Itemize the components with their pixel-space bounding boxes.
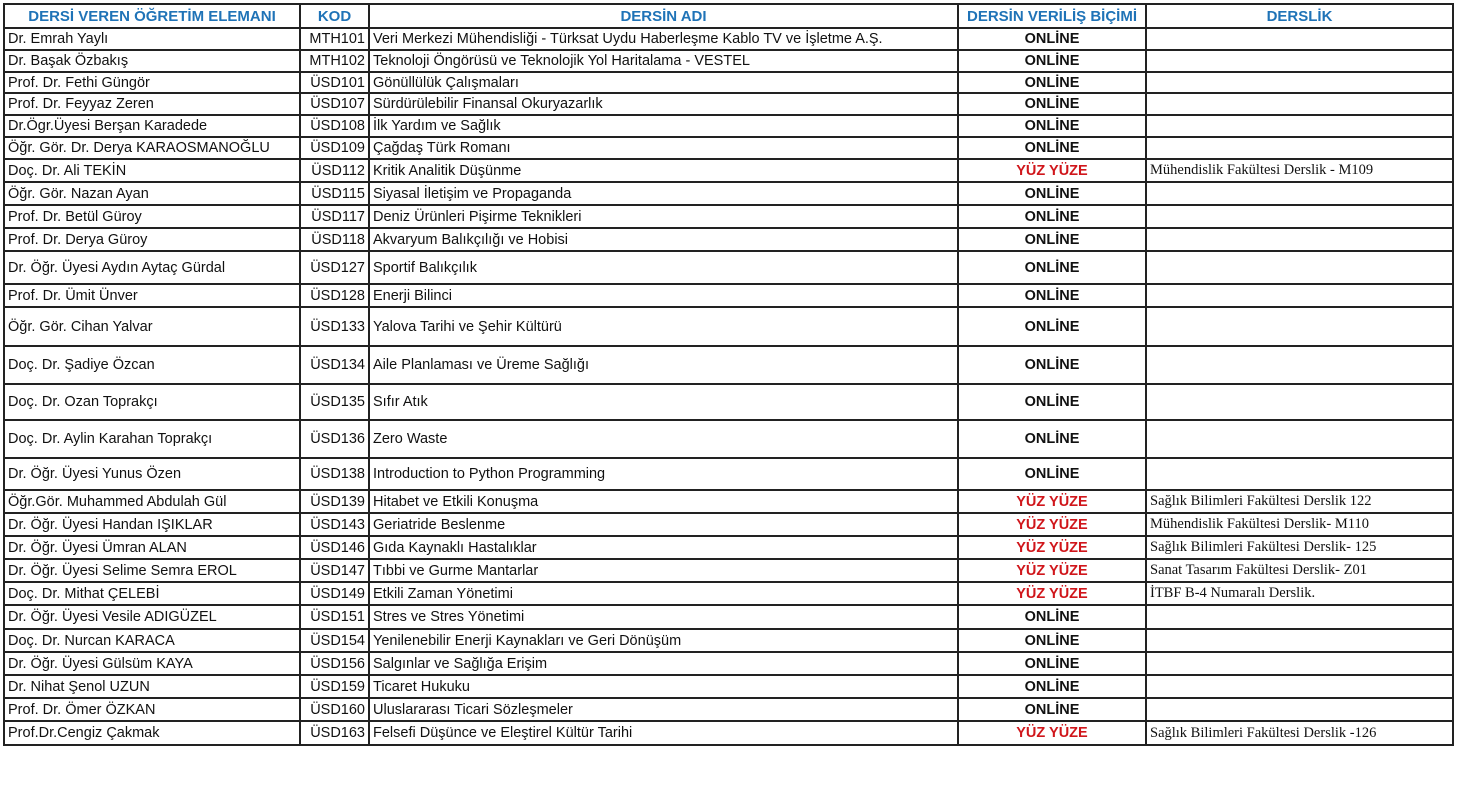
code-cell: ÜSD101 xyxy=(300,72,369,93)
delivery-mode-cell: ONLİNE xyxy=(958,420,1146,458)
course-name-cell: Ticaret Hukuku xyxy=(369,675,958,698)
course-name-cell: Gıda Kaynaklı Hastalıklar xyxy=(369,536,958,559)
classroom-cell xyxy=(1146,251,1453,284)
code-cell: ÜSD143 xyxy=(300,513,369,536)
instructor-cell: Prof. Dr. Feyyaz Zeren xyxy=(4,93,300,115)
classroom-cell: Sanat Tasarım Fakültesi Derslik- Z01 xyxy=(1146,559,1453,582)
instructor-cell: Dr. Öğr. Üyesi Gülsüm KAYA xyxy=(4,652,300,675)
classroom-cell: Sağlık Bilimleri Fakültesi Derslik 122 xyxy=(1146,490,1453,513)
delivery-mode-cell: YÜZ YÜZE xyxy=(958,582,1146,605)
table-row xyxy=(4,536,1453,559)
delivery-mode-cell: ONLİNE xyxy=(958,137,1146,159)
instructor-cell: Prof. Dr. Fethi Güngör xyxy=(4,72,300,93)
delivery-mode-cell: ONLİNE xyxy=(958,93,1146,115)
table-row xyxy=(4,559,1453,582)
classroom-cell xyxy=(1146,28,1453,50)
course-name-cell: Etkili Zaman Yönetimi xyxy=(369,582,958,605)
instructor-cell: Dr. Öğr. Üyesi Selime Semra EROL xyxy=(4,559,300,582)
classroom-cell: Sağlık Bilimleri Fakültesi Derslik -126 xyxy=(1146,721,1453,745)
code-cell: ÜSD159 xyxy=(300,675,369,698)
table-row xyxy=(4,284,1453,307)
course-name-cell: Yenilenebilir Enerji Kaynakları ve Geri Dönüşüm xyxy=(369,629,958,652)
code-cell: ÜSD147 xyxy=(300,559,369,582)
instructor-cell: Prof. Dr. Ümit Ünver xyxy=(4,284,300,307)
table-row xyxy=(4,384,1453,420)
delivery-mode-cell: ONLİNE xyxy=(958,72,1146,93)
classroom-cell xyxy=(1146,284,1453,307)
instructor-cell: Dr. Başak Özbakış xyxy=(4,50,300,72)
code-cell: ÜSD136 xyxy=(300,420,369,458)
classroom-cell: Mühendislik Fakültesi Derslik- M110 xyxy=(1146,513,1453,536)
course-name-cell: Geriatride Beslenme xyxy=(369,513,958,536)
table-row xyxy=(4,28,1453,50)
code-cell: ÜSD154 xyxy=(300,629,369,652)
table-row xyxy=(4,513,1453,536)
table-row xyxy=(4,629,1453,652)
instructor-cell: Öğr. Gör. Nazan Ayan xyxy=(4,182,300,205)
classroom-cell xyxy=(1146,698,1453,721)
course-name-cell: Kritik Analitik Düşünme xyxy=(369,159,958,182)
delivery-mode-cell: YÜZ YÜZE xyxy=(958,721,1146,745)
course-name-cell: Gönüllülük Çalışmaları xyxy=(369,72,958,93)
header-row xyxy=(4,4,1453,28)
classroom-cell xyxy=(1146,384,1453,420)
classroom-cell xyxy=(1146,205,1453,228)
code-cell: ÜSD156 xyxy=(300,652,369,675)
instructor-cell: Doç. Dr. Ali TEKİN xyxy=(4,159,300,182)
table-row xyxy=(4,721,1453,745)
code-cell: ÜSD134 xyxy=(300,346,369,384)
classroom-cell xyxy=(1146,458,1453,490)
delivery-mode-cell: ONLİNE xyxy=(958,251,1146,284)
table-row xyxy=(4,458,1453,490)
code-cell: ÜSD163 xyxy=(300,721,369,745)
course-name-cell: Deniz Ürünleri Pişirme Teknikleri xyxy=(369,205,958,228)
delivery-mode-cell: ONLİNE xyxy=(958,50,1146,72)
table-row xyxy=(4,228,1453,251)
course-name-cell: Zero Waste xyxy=(369,420,958,458)
table-row xyxy=(4,490,1453,513)
code-cell: ÜSD107 xyxy=(300,93,369,115)
classroom-cell xyxy=(1146,182,1453,205)
code-cell: MTH101 xyxy=(300,28,369,50)
header-delivery-mode: DERSİN VERİLİŞ BİÇİMİ xyxy=(958,4,1146,28)
delivery-mode-cell: ONLİNE xyxy=(958,698,1146,721)
code-cell: ÜSD149 xyxy=(300,582,369,605)
code-cell: ÜSD138 xyxy=(300,458,369,490)
table-row xyxy=(4,652,1453,675)
table-row xyxy=(4,159,1453,182)
course-name-cell: Stres ve Stres Yönetimi xyxy=(369,605,958,629)
instructor-cell: Dr. Öğr. Üyesi Ümran ALAN xyxy=(4,536,300,559)
code-cell: ÜSD109 xyxy=(300,137,369,159)
instructor-cell: Doç. Dr. Nurcan KARACA xyxy=(4,629,300,652)
course-name-cell: Siyasal İletişim ve Propaganda xyxy=(369,182,958,205)
code-cell: ÜSD127 xyxy=(300,251,369,284)
delivery-mode-cell: ONLİNE xyxy=(958,605,1146,629)
table-row xyxy=(4,115,1453,137)
classroom-cell xyxy=(1146,137,1453,159)
delivery-mode-cell: ONLİNE xyxy=(958,205,1146,228)
course-name-cell: Aile Planlaması ve Üreme Sağlığı xyxy=(369,346,958,384)
instructor-cell: Dr. Öğr. Üyesi Handan IŞIKLAR xyxy=(4,513,300,536)
classroom-cell xyxy=(1146,675,1453,698)
course-name-cell: Veri Merkezi Mühendisliği - Türksat Uydu Haberleşme Kablo TV ve İşletme A.Ş. xyxy=(369,28,958,50)
delivery-mode-cell: ONLİNE xyxy=(958,182,1146,205)
table-row xyxy=(4,420,1453,458)
classroom-cell xyxy=(1146,115,1453,137)
table-row xyxy=(4,137,1453,159)
delivery-mode-cell: YÜZ YÜZE xyxy=(958,559,1146,582)
instructor-cell: Dr. Emrah Yaylı xyxy=(4,28,300,50)
instructor-cell: Prof. Dr. Betül Güroy xyxy=(4,205,300,228)
delivery-mode-cell: ONLİNE xyxy=(958,307,1146,346)
instructor-cell: Dr. Öğr. Üyesi Yunus Özen xyxy=(4,458,300,490)
delivery-mode-cell: YÜZ YÜZE xyxy=(958,536,1146,559)
header-instructor: DERSİ VEREN ÖĞRETİM ELEMANI xyxy=(4,4,300,28)
code-cell: ÜSD133 xyxy=(300,307,369,346)
course-name-cell: Sürdürülebilir Finansal Okuryazarlık xyxy=(369,93,958,115)
table-row xyxy=(4,605,1453,629)
course-name-cell: Felsefi Düşünce ve Eleştirel Kültür Tarihi xyxy=(369,721,958,745)
delivery-mode-cell: ONLİNE xyxy=(958,228,1146,251)
course-name-cell: Uluslararası Ticari Sözleşmeler xyxy=(369,698,958,721)
delivery-mode-cell: ONLİNE xyxy=(958,384,1146,420)
course-name-cell: Tıbbi ve Gurme Mantarlar xyxy=(369,559,958,582)
code-cell: ÜSD108 xyxy=(300,115,369,137)
course-name-cell: Salgınlar ve Sağlığa Erişim xyxy=(369,652,958,675)
instructor-cell: Doç. Dr. Şadiye Özcan xyxy=(4,346,300,384)
course-name-cell: Sportif Balıkçılık xyxy=(369,251,958,284)
code-cell: ÜSD117 xyxy=(300,205,369,228)
classroom-cell xyxy=(1146,652,1453,675)
table-row xyxy=(4,93,1453,115)
delivery-mode-cell: ONLİNE xyxy=(958,28,1146,50)
classroom-cell xyxy=(1146,228,1453,251)
code-cell: ÜSD112 xyxy=(300,159,369,182)
header-course-name: DERSİN ADI xyxy=(369,4,958,28)
classroom-cell xyxy=(1146,50,1453,72)
header-classroom: DERSLİK xyxy=(1146,4,1453,28)
delivery-mode-cell: ONLİNE xyxy=(958,458,1146,490)
instructor-cell: Dr.Ögr.Üyesi Berşan Karadede xyxy=(4,115,300,137)
table-row xyxy=(4,698,1453,721)
instructor-cell: Doç. Dr. Ozan Toprakçı xyxy=(4,384,300,420)
delivery-mode-cell: ONLİNE xyxy=(958,115,1146,137)
course-name-cell: Akvaryum Balıkçılığı ve Hobisi xyxy=(369,228,958,251)
course-name-cell: Yalova Tarihi ve Şehir Kültürü xyxy=(369,307,958,346)
table-row xyxy=(4,307,1453,346)
course-name-cell: Hitabet ve Etkili Konuşma xyxy=(369,490,958,513)
instructor-cell: Öğr.Gör. Muhammed Abdulah Gül xyxy=(4,490,300,513)
code-cell: ÜSD139 xyxy=(300,490,369,513)
table-row xyxy=(4,205,1453,228)
table-row xyxy=(4,675,1453,698)
delivery-mode-cell: ONLİNE xyxy=(958,629,1146,652)
course-name-cell: Teknoloji Öngörüsü ve Teknolojik Yol Haritalama - VESTEL xyxy=(369,50,958,72)
table-row xyxy=(4,346,1453,384)
course-name-cell: Enerji Bilinci xyxy=(369,284,958,307)
classroom-cell xyxy=(1146,629,1453,652)
code-cell: ÜSD160 xyxy=(300,698,369,721)
classroom-cell xyxy=(1146,72,1453,93)
table-row xyxy=(4,582,1453,605)
course-name-cell: Çağdaş Türk Romanı xyxy=(369,137,958,159)
classroom-cell xyxy=(1146,307,1453,346)
course-name-cell: Introduction to Python Programming xyxy=(369,458,958,490)
delivery-mode-cell: YÜZ YÜZE xyxy=(958,513,1146,536)
table-row xyxy=(4,72,1453,93)
delivery-mode-cell: ONLİNE xyxy=(958,652,1146,675)
instructor-cell: Doç. Dr. Aylin Karahan Toprakçı xyxy=(4,420,300,458)
instructor-cell: Öğr. Gör. Dr. Derya KARAOSMANOĞLU xyxy=(4,137,300,159)
code-cell: ÜSD118 xyxy=(300,228,369,251)
classroom-cell xyxy=(1146,346,1453,384)
table-row xyxy=(4,251,1453,284)
table-row xyxy=(4,50,1453,72)
table-row xyxy=(4,182,1453,205)
classroom-cell: Sağlık Bilimleri Fakültesi Derslik- 125 xyxy=(1146,536,1453,559)
instructor-cell: Dr. Öğr. Üyesi Aydın Aytaç Gürdal xyxy=(4,251,300,284)
classroom-cell xyxy=(1146,605,1453,629)
instructor-cell: Prof. Dr. Derya Güroy xyxy=(4,228,300,251)
instructor-cell: Prof. Dr. Ömer ÖZKAN xyxy=(4,698,300,721)
instructor-cell: Prof.Dr.Cengiz Çakmak xyxy=(4,721,300,745)
instructor-cell: Doç. Dr. Mithat ÇELEBİ xyxy=(4,582,300,605)
delivery-mode-cell: YÜZ YÜZE xyxy=(958,490,1146,513)
code-cell: ÜSD135 xyxy=(300,384,369,420)
code-cell: MTH102 xyxy=(300,50,369,72)
code-cell: ÜSD151 xyxy=(300,605,369,629)
code-cell: ÜSD115 xyxy=(300,182,369,205)
instructor-cell: Öğr. Gör. Cihan Yalvar xyxy=(4,307,300,346)
code-cell: ÜSD146 xyxy=(300,536,369,559)
course-name-cell: İlk Yardım ve Sağlık xyxy=(369,115,958,137)
header-code: KOD xyxy=(300,4,369,28)
classroom-cell xyxy=(1146,93,1453,115)
table-body xyxy=(4,28,1453,745)
classroom-cell xyxy=(1146,420,1453,458)
instructor-cell: Dr. Nihat Şenol UZUN xyxy=(4,675,300,698)
delivery-mode-cell: ONLİNE xyxy=(958,675,1146,698)
delivery-mode-cell: ONLİNE xyxy=(958,284,1146,307)
delivery-mode-cell: YÜZ YÜZE xyxy=(958,159,1146,182)
delivery-mode-cell: ONLİNE xyxy=(958,346,1146,384)
course-name-cell: Sıfır Atık xyxy=(369,384,958,420)
code-cell: ÜSD128 xyxy=(300,284,369,307)
course-schedule-table xyxy=(3,3,1454,746)
instructor-cell: Dr. Öğr. Üyesi Vesile ADIGÜZEL xyxy=(4,605,300,629)
classroom-cell: Mühendislik Fakültesi Derslik - M109 xyxy=(1146,159,1453,182)
classroom-cell: İTBF B-4 Numaralı Derslik. xyxy=(1146,582,1453,605)
